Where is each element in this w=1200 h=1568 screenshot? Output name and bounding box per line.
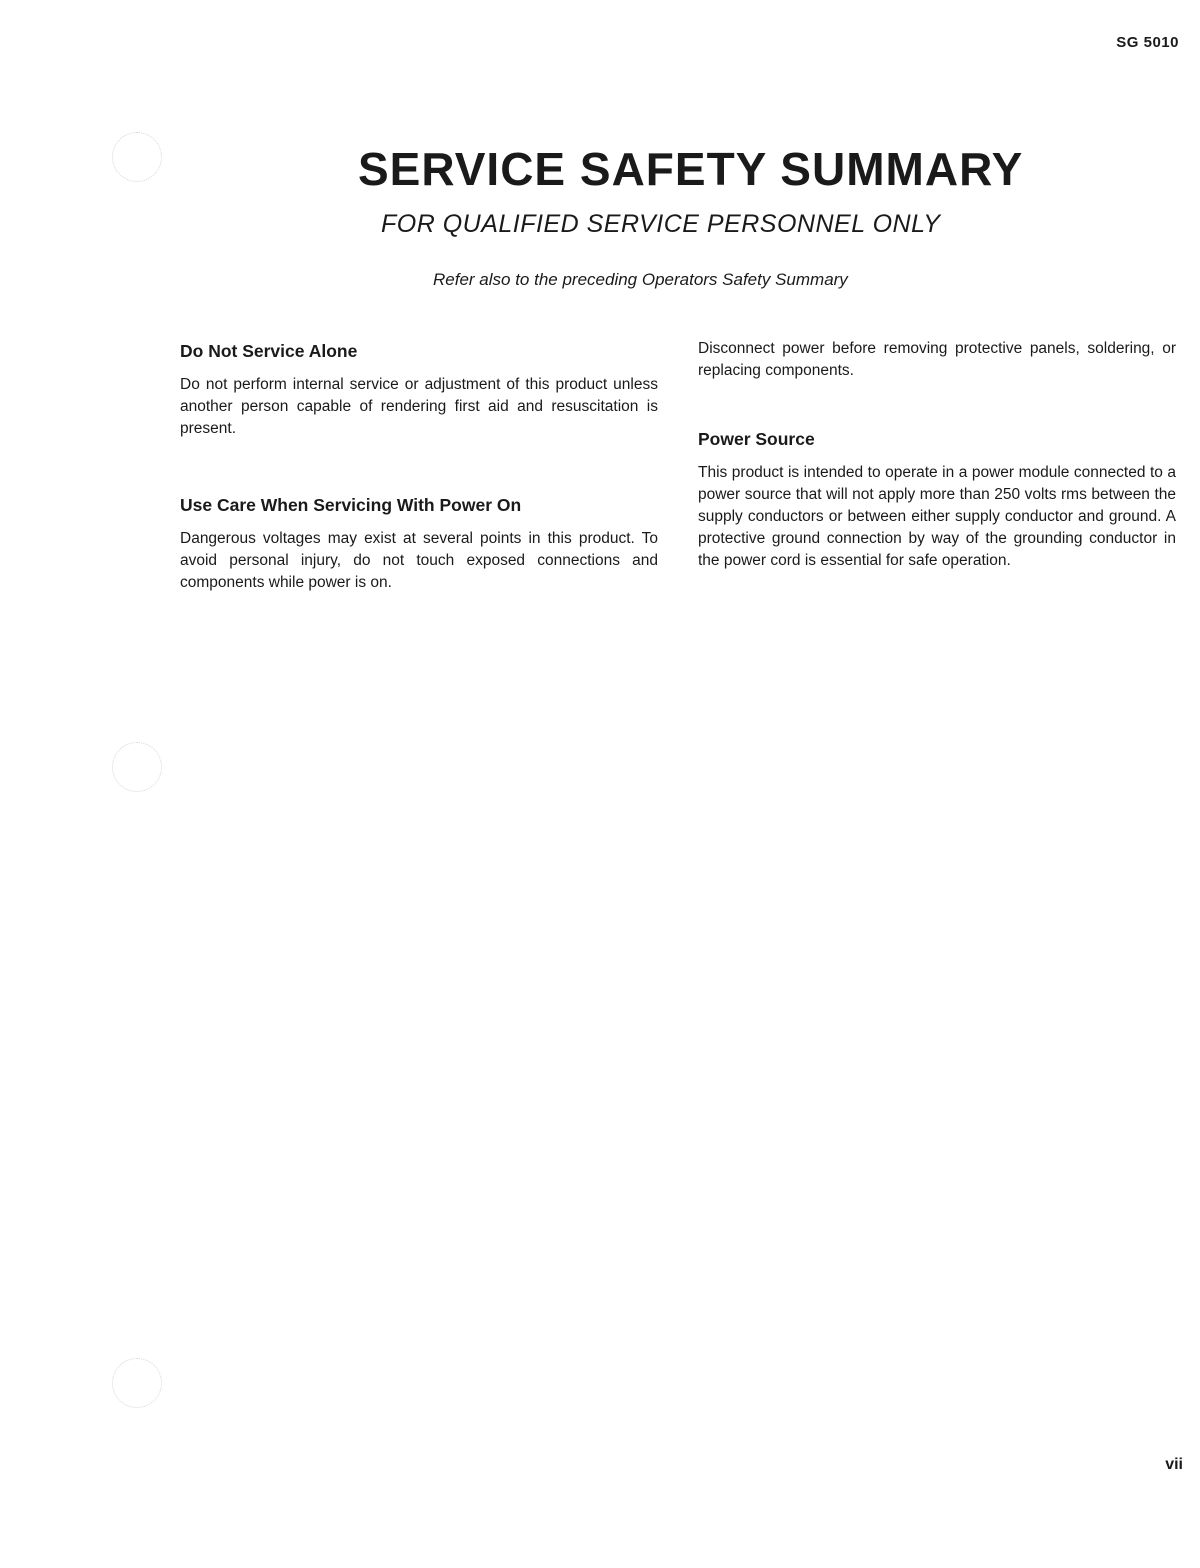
left-column — [180, 338, 658, 594]
reference-note: Refer also to the preceding Operators Safety Summary — [433, 270, 848, 289]
page-subtitle: FOR QUALIFIED SERVICE PERSONNEL ONLY — [381, 210, 941, 238]
section-power-source — [698, 428, 1176, 572]
punch-hole-bottom — [112, 1358, 162, 1408]
punch-hole-middle — [112, 742, 162, 792]
section-power-on — [180, 494, 658, 594]
section-heading: Do Not Service Alone — [180, 341, 358, 361]
page-number: vii — [1165, 1456, 1183, 1473]
section-body: Dangerous voltages may exist at several points in this product. To avoid personal injury, do not touch exposed connections and components while power is on. — [180, 530, 658, 591]
section-body: Do not perform internal service or adjustment of this product unless another person capable of rendering first aid and resuscitation is present. — [180, 376, 658, 437]
section-do-not-service-alone — [180, 340, 658, 440]
right-column — [698, 338, 1176, 572]
section-disconnect-power — [698, 338, 1176, 382]
section-heading: Power Source — [698, 429, 815, 449]
section-body: This product is intended to operate in a power module connected to a power source that will not apply more than 250 volts rms between the supply conductors or between either supply conductor and ground. A protective ground connection by way of the grounding conductor in the power cord is essential for safe operation. — [698, 464, 1176, 569]
document-model-id: SG 5010 — [1116, 34, 1179, 51]
section-body: Disconnect power before removing protective panels, soldering, or replacing components. — [698, 340, 1176, 379]
section-heading: Use Care When Servicing With Power On — [180, 495, 522, 515]
page-title: SERVICE SAFETY SUMMARY — [358, 143, 1024, 195]
